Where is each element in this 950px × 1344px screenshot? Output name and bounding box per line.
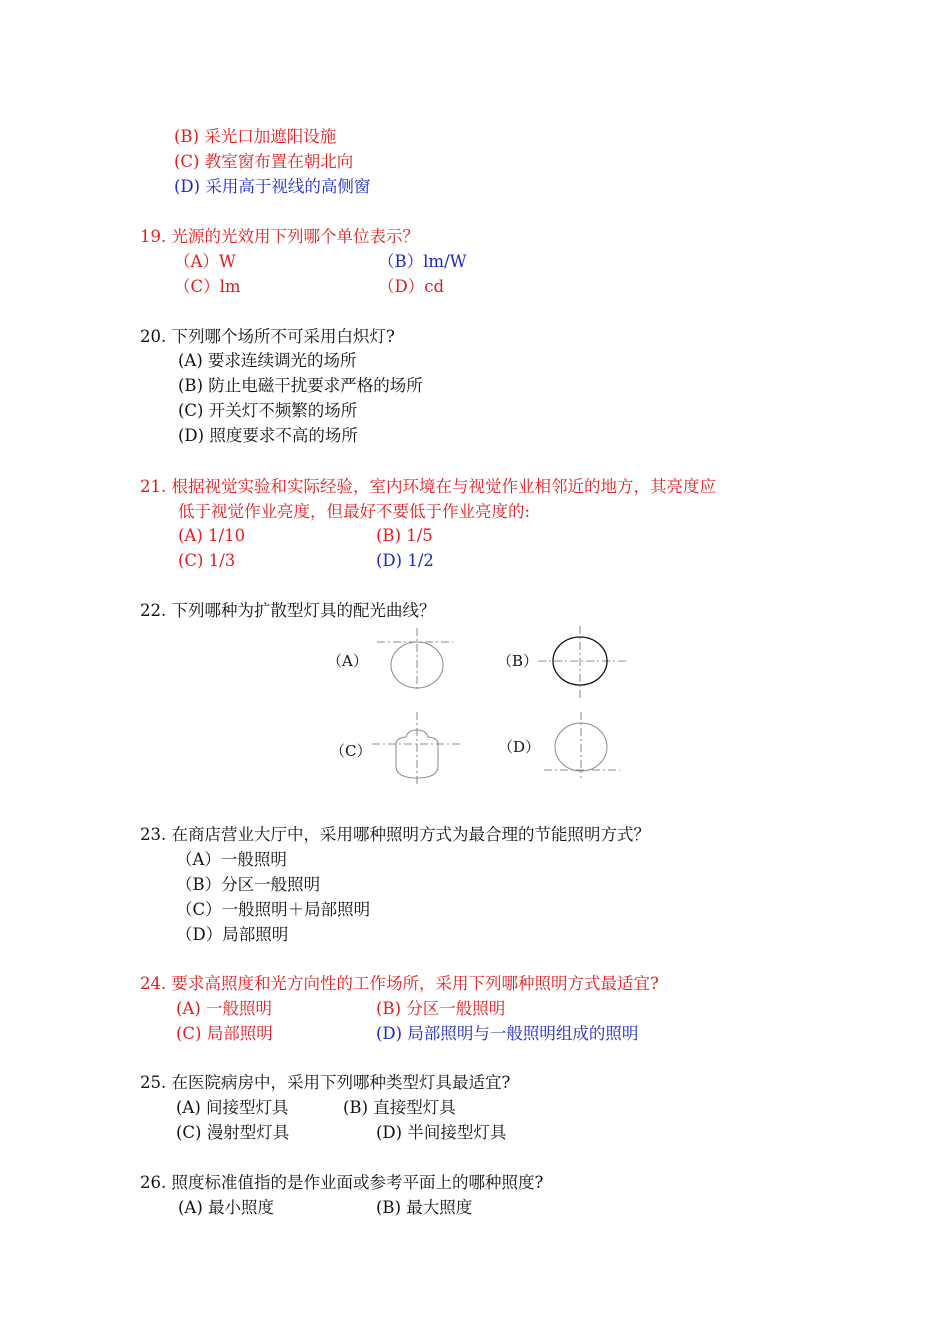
q18-option-c: (C) 教室窗布置在朝北向 xyxy=(174,152,354,171)
q23-option-a: （A）一般照明 xyxy=(176,850,287,869)
q21-option-c: (C) 1/3 xyxy=(178,551,236,570)
q19-stem: 19. 光源的光效用下列哪个单位表示？ xyxy=(140,227,419,246)
q26-stem: 26. 照度标准值指的是作业面或参考平面上的哪种照度? xyxy=(140,1173,544,1192)
q25-stem: 25. 在医院病房中，采用下列哪种类型灯具最适宜? xyxy=(140,1073,511,1092)
q23-option-c: （C）一般照明＋局部照明 xyxy=(176,900,371,919)
q22-stem: 22. 下列哪种为扩散型灯具的配光曲线？ xyxy=(140,601,436,620)
q19-option-d: （D）cd xyxy=(378,277,445,296)
q21-option-a: (A) 1/10 xyxy=(178,526,246,545)
q21-stem-line2: 低于视觉作业亮度，但最好不要低于作业亮度的: xyxy=(178,502,531,521)
q20-option-c: (C) 开关灯不频繁的场所 xyxy=(178,401,358,420)
q22-curve-d xyxy=(544,712,620,778)
q22-label-b: （B） xyxy=(497,652,539,670)
q24-option-a: (A) 一般照明 xyxy=(176,999,273,1018)
q23-stem: 23. 在商店营业大厅中，采用哪种照明方式为最合理的节能照明方式？ xyxy=(140,825,650,844)
q22-label-a: （A） xyxy=(327,652,368,670)
q18-option-d: (D) 采用高于视线的高侧窗 xyxy=(174,177,371,196)
q26-option-a: (A) 最小照度 xyxy=(178,1198,275,1217)
q21-stem-line1: 21. 根据视觉实验和实际经验，室内环境在与视觉作业相邻近的地方，其亮度应 xyxy=(140,477,716,496)
q26-option-b: (B) 最大照度 xyxy=(376,1198,473,1217)
q24-option-b: (B) 分区一般照明 xyxy=(376,999,506,1018)
q20-option-a: (A) 要求连续调光的场所 xyxy=(178,351,357,370)
q24-stem: 24. 要求高照度和光方向性的工作场所，采用下列哪种照明方式最适宜? xyxy=(140,974,659,993)
q20-stem: 20. 下列哪个场所不可采用白炽灯? xyxy=(140,327,395,346)
q25-option-a: (A) 间接型灯具 xyxy=(176,1098,289,1117)
q24-option-d: (D) 局部照明与一般照明组成的照明 xyxy=(376,1024,639,1043)
q20-option-b: (B) 防止电磁干扰要求严格的场所 xyxy=(178,376,423,395)
q20-option-d: (D) 照度要求不高的场所 xyxy=(178,426,358,445)
q21-option-d: (D) 1/2 xyxy=(376,551,434,570)
q19-option-c: （C）lm xyxy=(174,277,241,296)
q25-option-b: (B) 直接型灯具 xyxy=(343,1098,456,1117)
q25-option-d: (D) 半间接型灯具 xyxy=(376,1123,507,1142)
q22-label-c: （C） xyxy=(330,742,372,760)
q22-curve-c xyxy=(372,712,462,784)
q19-option-a: （A）W xyxy=(174,252,236,271)
q24-option-c: (C) 局部照明 xyxy=(176,1024,273,1043)
q18-option-b: (B) 采光口加遮阳设施 xyxy=(174,127,337,146)
q23-option-d: （D）局部照明 xyxy=(176,925,289,944)
q22-curve-a xyxy=(375,628,455,692)
q22-curve-b xyxy=(538,626,626,698)
q21-option-b: (B) 1/5 xyxy=(376,526,433,545)
q22-label-d: （D） xyxy=(498,738,541,756)
q19-option-b: （B）lm/W xyxy=(378,252,467,271)
q25-option-c: (C) 漫射型灯具 xyxy=(176,1123,290,1142)
q23-option-b: （B）分区一般照明 xyxy=(176,875,321,894)
